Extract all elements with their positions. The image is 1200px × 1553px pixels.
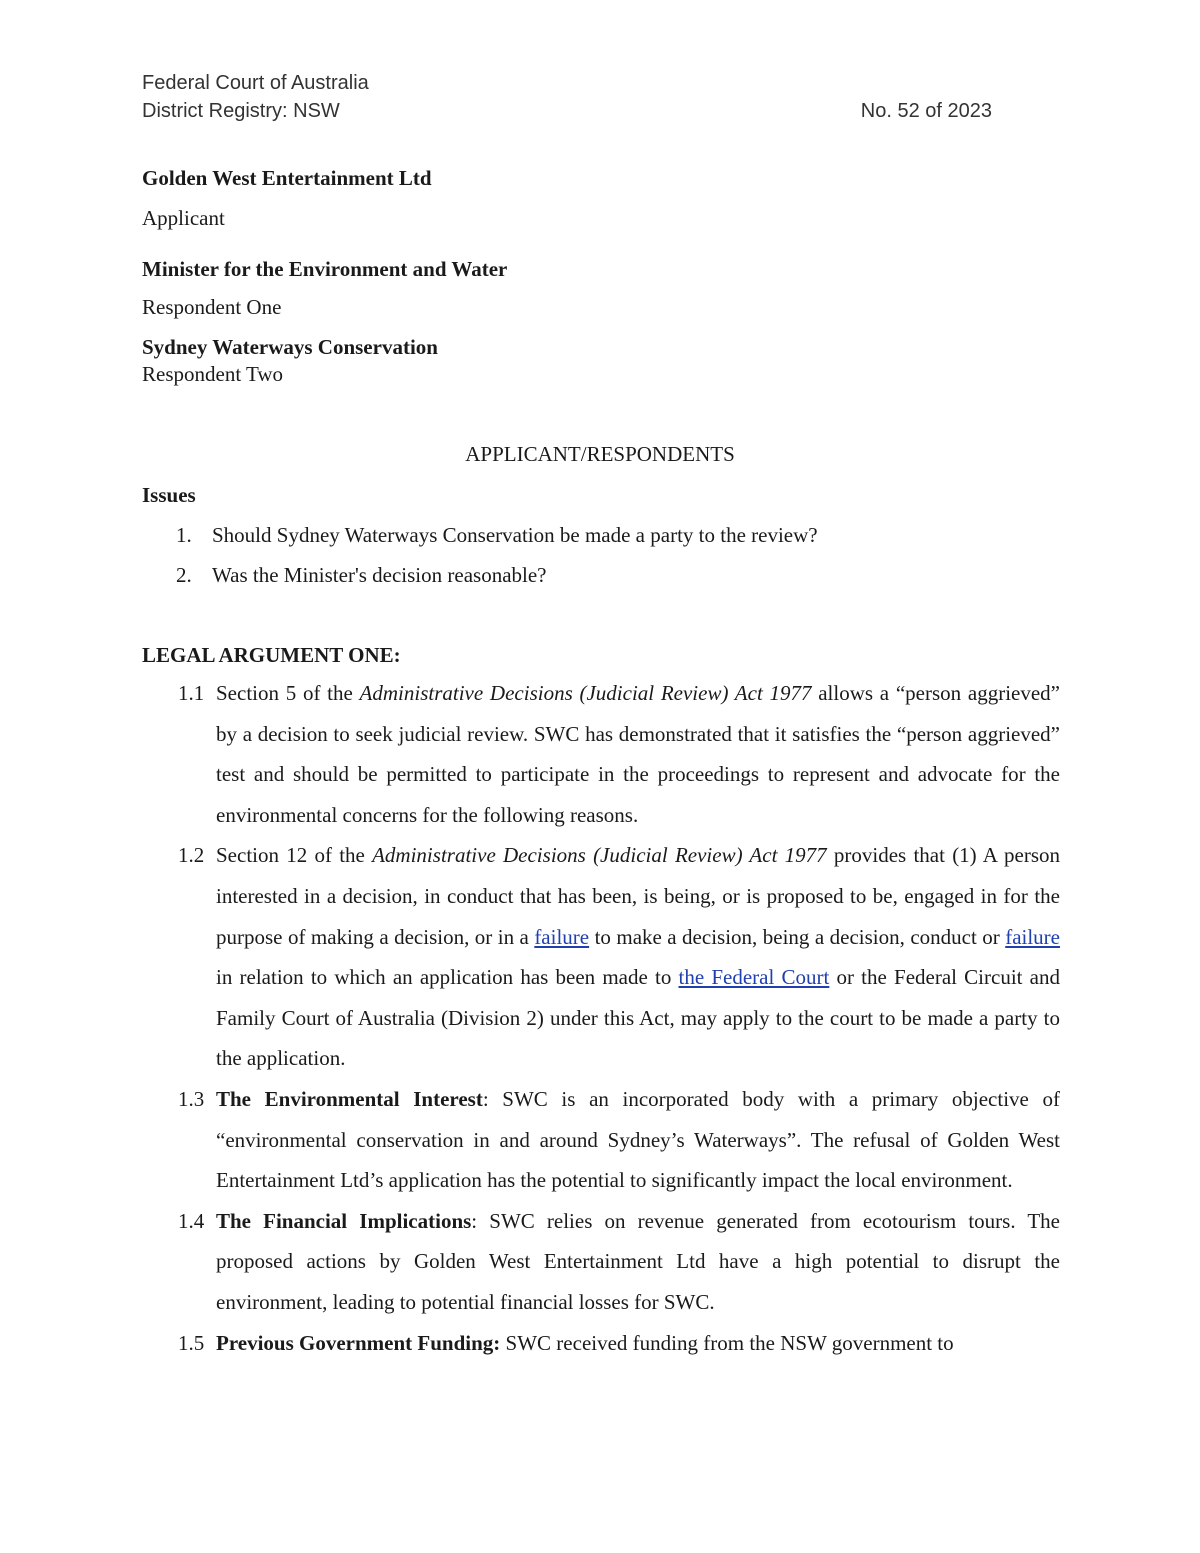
- paragraph-text: : SWC relies on revenue generated from ecotourism tours. The proposed actions by Golden West Entertainment Ltd have a high potential to disrupt the environment, leading to potential financial losses for SWC.: [216, 1208, 1060, 1314]
- paragraph-number: 1.4: [178, 1208, 205, 1233]
- issues-list: [142, 515, 1062, 595]
- act-title: Administrative Decisions (Judicial Review) Act 1977: [359, 681, 812, 705]
- applicant-role: Applicant: [142, 206, 225, 230]
- paragraph-text: Section 12 of the: [216, 843, 373, 868]
- paragraph-text: Section 5 of the: [216, 681, 360, 705]
- case-number: No. 52 of 2023: [860, 100, 992, 122]
- respondent-two-role: Respondent Two: [142, 362, 284, 386]
- applicant-name: Golden West Entertainment Ltd: [142, 166, 432, 190]
- paragraph-text: allows a “person aggrieved” by a decision to seek judicial review. SWC has demonstrated that it satisfies the “person aggrieved” test and should be permitted to participate in the proceedings to represent and advocate for the environmental concerns for the following reasons.: [216, 681, 1060, 827]
- paragraph-text: SWC received funding from the NSW government to: [500, 1330, 954, 1355]
- paragraph-text: to make a decision, being a decision, conduct or: [589, 924, 1006, 949]
- paragraph-number: 1.5: [178, 1330, 205, 1355]
- paragraph-lead: The Environmental Interest: [216, 1086, 483, 1111]
- paragraph-lead: The Financial Implications: [216, 1208, 472, 1233]
- argument-body: [178, 673, 1060, 1363]
- paragraph-1-4: [178, 1201, 1060, 1323]
- paragraph-1-2: [178, 835, 1060, 1079]
- issue-number: 1.: [176, 523, 192, 547]
- district-registry: District Registry: NSW: [142, 100, 340, 122]
- court-header: [142, 69, 992, 125]
- argument-heading: LEGAL ARGUMENT ONE:: [142, 643, 401, 667]
- issue-text: Was the Minister's decision reasonable?: [212, 563, 547, 587]
- paragraph-text: : SWC is an incorporated body with a primary objective of “environmental conservation in and around Sydney’s Waterways”. The refusal of Golden West Entertainment Ltd’s application has the potential to significantly impact the local environment.: [216, 1086, 1060, 1193]
- paragraph-1-3: [178, 1079, 1060, 1201]
- failure-link[interactable]: failure: [1005, 924, 1060, 949]
- section-title: APPLICANT/RESPONDENTS: [465, 442, 735, 466]
- list-item: [142, 555, 1062, 595]
- paragraph-1-1: [178, 673, 1060, 835]
- respondent-one-name: Minister for the Environment and Water: [142, 257, 508, 281]
- list-item: [142, 515, 1062, 555]
- paragraph-lead: Previous Government Funding:: [216, 1330, 501, 1355]
- issue-text: Should Sydney Waterways Conservation be made a party to the review?: [212, 523, 818, 547]
- failure-link[interactable]: failure: [534, 924, 590, 949]
- act-title: Administrative Decisions (Judicial Review) Act 1977: [372, 843, 827, 868]
- respondent-one-role: Respondent One: [142, 295, 282, 319]
- paragraph-text: provides that (1) A person interested in a decision, in conduct that has been, is being, or is proposed to be, engaged in for the purpose of making a decision, or in a: [216, 843, 1060, 949]
- paragraph-text: or the Federal Circuit and Family Court of Australia (Division 2) under this Act, may apply to the court to be made a party to the application.: [216, 965, 1060, 1071]
- issue-number: 2.: [176, 563, 192, 587]
- paragraph-number: 1.1: [178, 681, 205, 705]
- federal-court-link[interactable]: the Federal Court: [678, 965, 830, 990]
- paragraph-text: in relation to which an application has been made to: [216, 965, 679, 990]
- court-name: Federal Court of Australia: [142, 72, 369, 94]
- respondent-two-name: Sydney Waterways Conservation: [142, 335, 438, 359]
- paragraph-number: 1.2: [178, 843, 205, 868]
- issues-heading: Issues: [142, 483, 196, 507]
- paragraph-1-5: [178, 1323, 1060, 1364]
- paragraph-number: 1.3: [178, 1086, 205, 1111]
